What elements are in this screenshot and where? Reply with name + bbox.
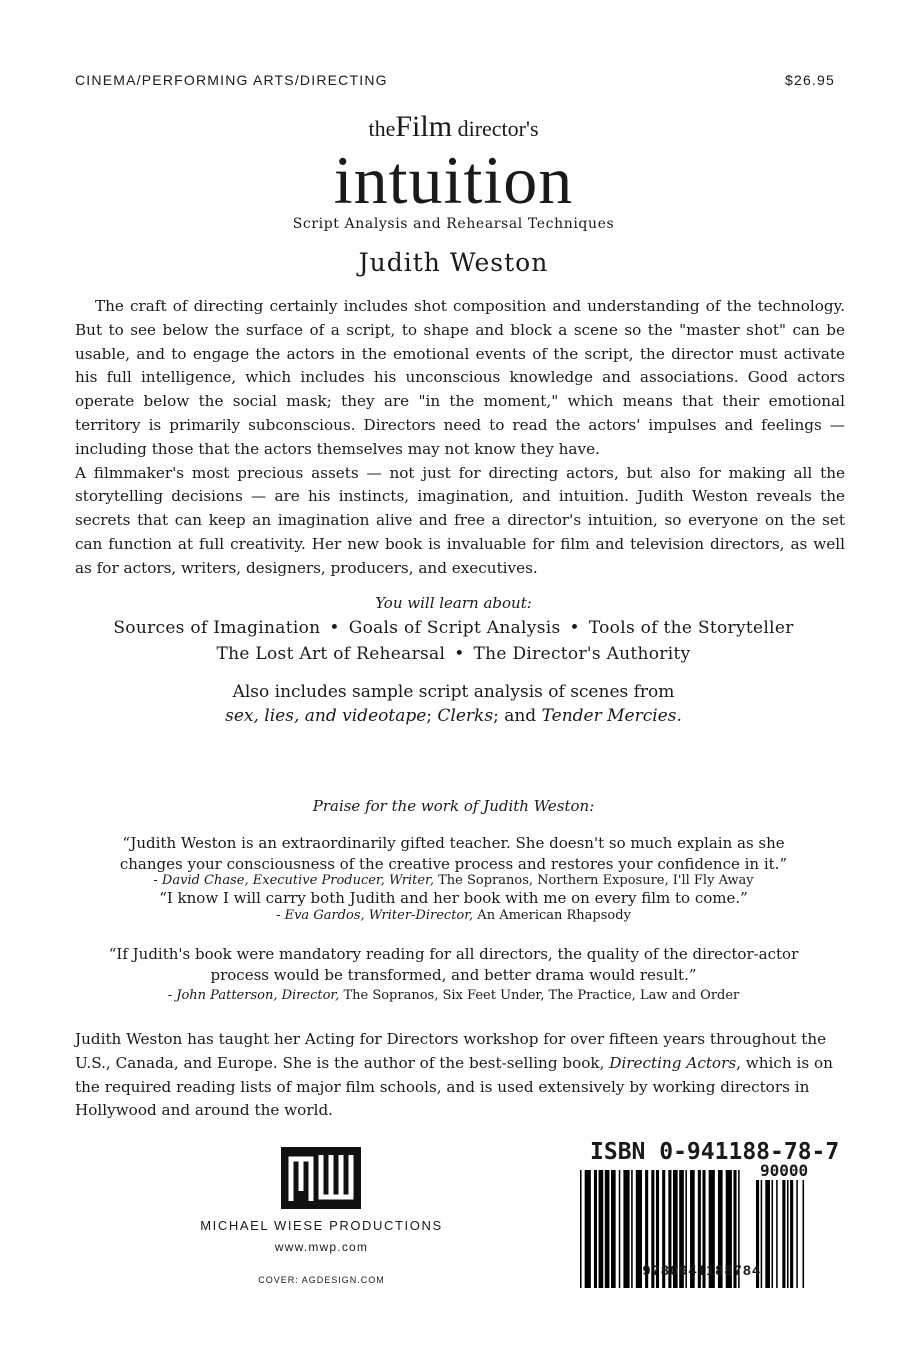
quote-line: “If Judith's book were mandatory reading for all directors, the quality of the director-actor: [108, 945, 799, 963]
title-main: intuition: [333, 142, 574, 218]
bio-book-title: Directing Actors: [609, 1053, 737, 1072]
learn-heading: You will learn about:: [375, 594, 532, 612]
film-title: Tender Mercies: [541, 706, 677, 726]
learn-topic: Goals of Script Analysis: [348, 618, 561, 638]
praise-attribution-2: [0, 907, 907, 925]
attribution-credits: An American Rhapsody: [473, 908, 631, 923]
mwp-logo: [281, 1147, 361, 1209]
attribution-credits: The Sopranos, Northern Exposure, I'll Fly Away: [433, 873, 754, 888]
price-label: $26.95: [784, 72, 835, 88]
description: [75, 295, 845, 581]
quote-line: “Judith Weston is an extraordinarily gifted teacher. She doesn't so much explain as she: [122, 834, 785, 852]
learn-topics-row-1: [0, 618, 907, 638]
learn-topic: Tools of the Storyteller: [588, 618, 794, 638]
bullet: •: [454, 644, 465, 664]
praise-quote-1: [0, 833, 907, 875]
separator: ; and: [493, 706, 542, 726]
period: .: [676, 706, 682, 726]
description-paragraph-1: The craft of directing certainly includes shot composition and understanding of the technology. But to see below the surface of a script, to shape and block a scene so the "master shot" can be usable, and to engage the actors in the emotional events of the script, the director must activate his full intelligence, which includes his unconscious knowledge and associations. Good actors operate below the social mask; they are "in the moment," which means that their emotional territory is primarily subconscious. Directors need to read the actors' impulses and feelings — including those that the actors themselves may not know they have.: [75, 297, 845, 458]
also-includes-line: Also includes sample script analysis of scenes from: [232, 682, 675, 702]
cover-credit: COVER: AGDESIGN.COM: [258, 1275, 385, 1285]
learn-topics-row-2: [0, 644, 907, 664]
ean-digits: 9780941188784: [642, 1262, 762, 1278]
bio-text: , which is on the required reading lists of major film schools, and is used extensively by working directors in Hollywood and around the world.: [75, 1053, 833, 1120]
separator: ;: [426, 706, 438, 726]
praise-quote-3: [0, 944, 907, 986]
bullet: •: [329, 618, 340, 638]
publisher-website[interactable]: www.mwp.com: [274, 1240, 369, 1254]
title-film: Film: [395, 110, 453, 143]
title-directors: director's: [457, 116, 539, 141]
price-code: 90000: [760, 1161, 809, 1180]
attribution-name: - John Patterson, Director,: [167, 988, 340, 1003]
learn-topic: Sources of Imagination: [113, 618, 321, 638]
film-title: sex, lies, and videotape: [225, 706, 427, 726]
attribution-name: - David Chase, Executive Producer, Writer,: [153, 873, 434, 888]
quote-line: process would be transformed, and better drama would result.”: [210, 966, 697, 984]
praise-attribution-3: [0, 987, 907, 1005]
description-paragraph-2: A filmmaker's most precious assets — not just for directing actors, but also for making all the storytelling decisions — are his instincts, imagination, and intuition. Judith Weston reveals the secrets that can keep an imagination alive and free a director's intuition, so everyone on the set can function at full creativity. Her new book is invaluable for film and television directors, as well as for actors, writers, designers, producers, and executives.: [75, 463, 845, 577]
bio-text: Judith Weston has taught her Acting for Directors workshop for over fifteen years throughout the U.S., Canada, and Europe. She is the author of the best-selling book,: [75, 1030, 827, 1072]
attribution-credits: The Sopranos, Six Feet Under, The Practice, Law and Order: [339, 988, 740, 1003]
category-label: CINEMA/PERFORMING ARTS/DIRECTING: [75, 72, 388, 88]
author-bio: [75, 1028, 845, 1123]
attribution-name: - Eva Gardos, Writer-Director,: [276, 908, 474, 923]
bio-paragraph: [75, 1028, 845, 1123]
title-upper-line: [0, 110, 907, 144]
praise-heading: Praise for the work of Judith Weston:: [312, 797, 595, 815]
learn-topic: The Lost Art of Rehearsal: [216, 644, 446, 664]
quote-line: changes your consciousness of the creative process and restores your confidence in it.”: [119, 855, 788, 873]
bullet: •: [569, 618, 580, 638]
author-name: Judith Weston: [358, 248, 549, 277]
subtitle: Script Analysis and Rehearsal Techniques: [292, 216, 615, 232]
film-title: Clerks: [437, 706, 494, 726]
publisher-name: MICHAEL WIESE PRODUCTIONS: [200, 1218, 443, 1233]
isbn-number: ISBN 0-941188-78-7: [590, 1139, 840, 1165]
title-the: the: [368, 116, 396, 141]
quote-line: “I know I will carry both Judith and her book with me on every film to come.”: [159, 889, 748, 907]
praise-quote-2: [0, 888, 907, 909]
sample-films-line: [0, 706, 907, 726]
learn-topic: The Director's Authority: [473, 644, 691, 664]
